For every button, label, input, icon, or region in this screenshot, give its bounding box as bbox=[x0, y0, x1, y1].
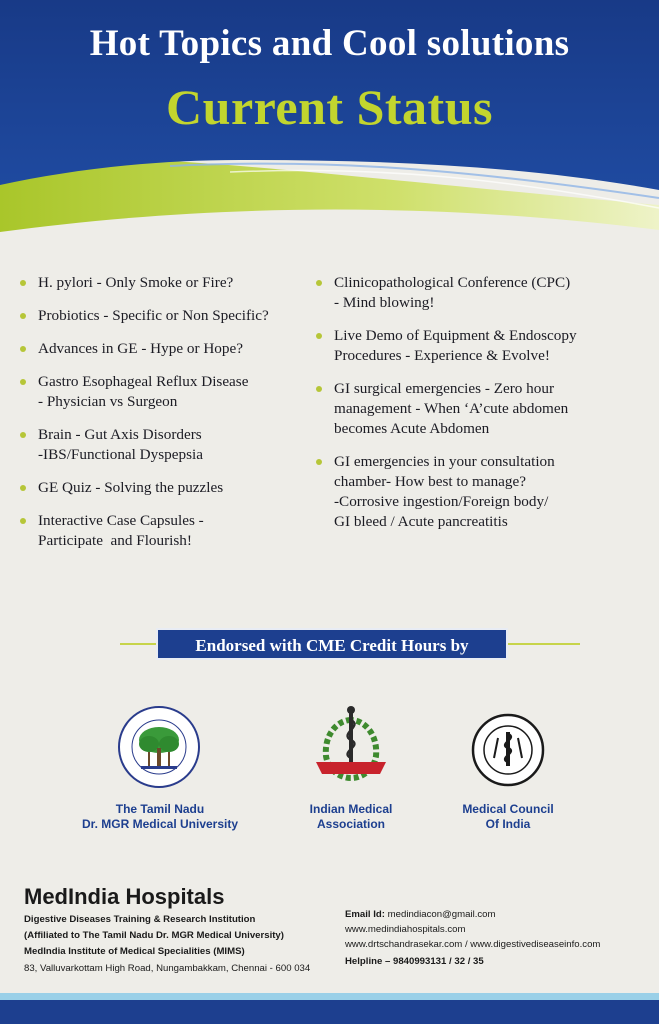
org-name-line: Medical Council bbox=[462, 802, 554, 816]
hospital-name: MedIndia Hospitals bbox=[24, 884, 225, 909]
header-title: Hot Topics and Cool solutions bbox=[89, 23, 570, 64]
list-item bbox=[20, 511, 300, 551]
bullet-icon bbox=[316, 386, 322, 392]
topic-line: Brain - Gut Axis Disorders bbox=[38, 426, 202, 443]
institution-line: Digestive Diseases Training & Research Institution bbox=[24, 914, 256, 925]
email-address: medindiacon@gmail.com bbox=[387, 909, 496, 920]
list-item bbox=[20, 478, 300, 498]
org-name-line: Indian Medical bbox=[309, 802, 393, 816]
topic-line: -IBS/Functional Dyspepsia bbox=[38, 446, 203, 463]
mci-seal-icon bbox=[470, 712, 546, 788]
list-item bbox=[20, 273, 300, 293]
topic-line: GI surgical emergencies - Zero hour bbox=[334, 380, 554, 397]
helpline-label: Helpline bbox=[345, 956, 383, 967]
topic-line: GI bleed / Acute pancreatitis bbox=[334, 513, 508, 530]
footer-stripe bbox=[0, 993, 659, 1000]
institute-line: MedIndia Institute of Medical Specialities (MIMS) bbox=[24, 946, 245, 957]
org-name-line: Dr. MGR Medical University bbox=[81, 817, 239, 831]
topic-line: - Mind blowing! bbox=[334, 294, 435, 311]
org-name-line: Association bbox=[316, 817, 385, 831]
bullet-icon bbox=[316, 280, 322, 286]
topic-line: Gastro Esophageal Reflux Disease bbox=[38, 373, 249, 390]
bullet-icon bbox=[316, 333, 322, 339]
endorsement-banner: Endorsed with CME Credit Hours by bbox=[156, 628, 508, 660]
bullet-icon bbox=[20, 432, 26, 438]
website-line: www.medindiahospitals.com bbox=[345, 924, 466, 935]
topic-line: -Corrosive ingestion/Foreign body/ bbox=[334, 493, 549, 510]
address-line: 83, Valluvarkottam High Road, Nungambakkam, Chennai - 600 034 bbox=[24, 963, 311, 974]
topic-line: Live Demo of Equipment & Endoscopy bbox=[334, 327, 577, 344]
list-item bbox=[20, 425, 300, 465]
topic-line: Probiotics - Specific or Non Specific? bbox=[38, 307, 269, 324]
tnmgr-university-seal-icon bbox=[116, 704, 202, 790]
list-item bbox=[316, 452, 636, 532]
topic-line: management - When ‘A’cute abdomen bbox=[334, 400, 569, 417]
list-item bbox=[316, 273, 636, 313]
email-label: Email Id: bbox=[345, 909, 385, 920]
org-name-line: Of India bbox=[485, 817, 531, 831]
topics-left-list bbox=[20, 273, 300, 564]
header-subtitle: Current Status bbox=[166, 79, 493, 135]
helpline-number: – 9840993131 / 32 / 35 bbox=[385, 956, 484, 967]
list-item bbox=[20, 372, 300, 412]
org-caption-tnmgr bbox=[60, 802, 260, 832]
list-item bbox=[316, 326, 636, 366]
topics-right-list bbox=[316, 273, 636, 545]
topic-line: Participate and Flourish! bbox=[38, 532, 192, 549]
list-item bbox=[316, 379, 636, 439]
topic-line: H. pylori - Only Smoke or Fire? bbox=[38, 274, 234, 291]
email-line bbox=[345, 909, 496, 920]
website-line: www.drtschandrasekar.com / www.digestivediseaseinfo.com bbox=[345, 939, 601, 950]
bullet-icon bbox=[20, 346, 26, 352]
bullet-icon bbox=[20, 518, 26, 524]
header-banner bbox=[0, 0, 659, 240]
topic-line: Procedures - Experience & Evolve! bbox=[334, 347, 550, 364]
bullet-icon bbox=[20, 280, 26, 286]
topic-line: GE Quiz - Solving the puzzles bbox=[38, 479, 224, 496]
list-item bbox=[20, 339, 300, 359]
bullet-icon bbox=[316, 459, 322, 465]
org-caption-ima bbox=[266, 802, 436, 832]
org-caption-mci bbox=[428, 802, 588, 832]
topic-line: Advances in GE - Hype or Hope? bbox=[38, 340, 243, 357]
affiliation-line: (Affiliated to The Tamil Nadu Dr. MGR Medical University) bbox=[24, 930, 284, 941]
list-item bbox=[20, 306, 300, 326]
topic-line: chamber- How best to manage? bbox=[334, 473, 526, 490]
topic-line: - Physician vs Surgeon bbox=[38, 393, 178, 410]
ima-emblem-icon bbox=[308, 700, 394, 790]
bullet-icon bbox=[20, 313, 26, 319]
footer-bar bbox=[0, 1000, 659, 1024]
topic-line: Clinicopathological Conference (CPC) bbox=[334, 274, 571, 291]
topic-line: becomes Acute Abdomen bbox=[334, 420, 490, 437]
bullet-icon bbox=[20, 379, 26, 385]
org-name-line: The Tamil Nadu bbox=[115, 802, 205, 816]
topic-line: Interactive Case Capsules - bbox=[38, 512, 204, 529]
helpline-line bbox=[345, 956, 484, 967]
bullet-icon bbox=[20, 485, 26, 491]
topic-line: GI emergencies in your consultation bbox=[334, 453, 555, 470]
